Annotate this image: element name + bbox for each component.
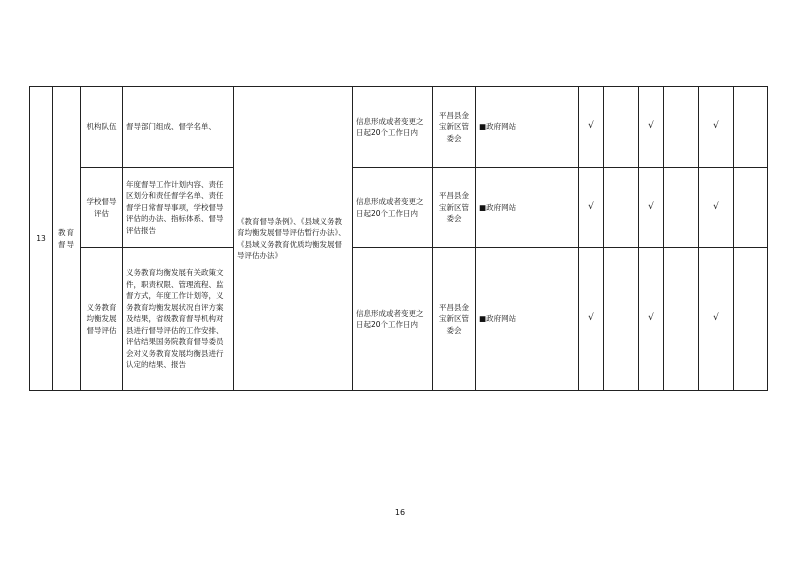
channel-cell: ■政府网站 bbox=[476, 168, 579, 248]
basis-cell: 《教育督导条例》、《县域义务教育均衡发展督导评估暂行办法》、《县域义务教育优质均衡发展督导评估办法》 bbox=[234, 87, 353, 391]
check-cell: √ bbox=[699, 168, 734, 248]
category-cell: 教育督导 bbox=[53, 87, 81, 391]
check-cell: √ bbox=[579, 168, 604, 248]
page-number: 16 bbox=[394, 508, 406, 517]
table-row bbox=[30, 168, 768, 248]
check-cell bbox=[604, 248, 639, 391]
subject-cell: 平昌县金宝新区管委会 bbox=[433, 248, 476, 391]
check-cell bbox=[664, 168, 699, 248]
content-cell: 义务教育均衡发展有关政策文件，职责权限、管理流程、监督方式，年度工作计划等，义务教育均衡发展状况自评方案及结果，省级教育督导机构对县进行督导评估的工作安排、评估结果国务院教育督导委员会对义务教育发展均衡县进行认定的结果、报告 bbox=[123, 248, 234, 391]
table-row bbox=[30, 87, 768, 168]
channel-cell: ■政府网站 bbox=[476, 248, 579, 391]
timing-cell: 信息形成或者变更之日起20个工作日内 bbox=[353, 87, 433, 168]
check-cell: √ bbox=[579, 87, 604, 168]
check-cell bbox=[664, 87, 699, 168]
check-cell bbox=[734, 248, 768, 391]
disclosure-table bbox=[29, 86, 768, 391]
check-cell bbox=[604, 168, 639, 248]
content-cell: 督导部门组成、督学名单、 bbox=[123, 87, 234, 168]
timing-cell: 信息形成或者变更之日起20个工作日内 bbox=[353, 168, 433, 248]
check-cell bbox=[734, 168, 768, 248]
check-cell bbox=[664, 248, 699, 391]
subject-cell: 平昌县金宝新区管委会 bbox=[433, 87, 476, 168]
content-cell: 年度督导工作计划内容、责任区划分和责任督学名单、责任督学日常督导事项，学校督导评估的办法、指标体系、督导评估报告 bbox=[123, 168, 234, 248]
row-number-cell: 13 bbox=[30, 87, 53, 391]
subject-cell: 平昌县金宝新区管委会 bbox=[433, 168, 476, 248]
item-cell: 机构队伍 bbox=[81, 87, 123, 168]
item-cell: 义务教育均衡发展督导评估 bbox=[81, 248, 123, 391]
check-cell bbox=[604, 87, 639, 168]
check-cell: √ bbox=[639, 168, 664, 248]
check-cell: √ bbox=[699, 87, 734, 168]
channel-cell: ■政府网站 bbox=[476, 87, 579, 168]
table-row bbox=[30, 248, 768, 391]
item-cell: 学校督导评估 bbox=[81, 168, 123, 248]
check-cell bbox=[734, 87, 768, 168]
check-cell: √ bbox=[639, 248, 664, 391]
check-cell: √ bbox=[699, 248, 734, 391]
timing-cell: 信息形成或者变更之日起20个工作日内 bbox=[353, 248, 433, 391]
check-cell: √ bbox=[639, 87, 664, 168]
check-cell: √ bbox=[579, 248, 604, 391]
